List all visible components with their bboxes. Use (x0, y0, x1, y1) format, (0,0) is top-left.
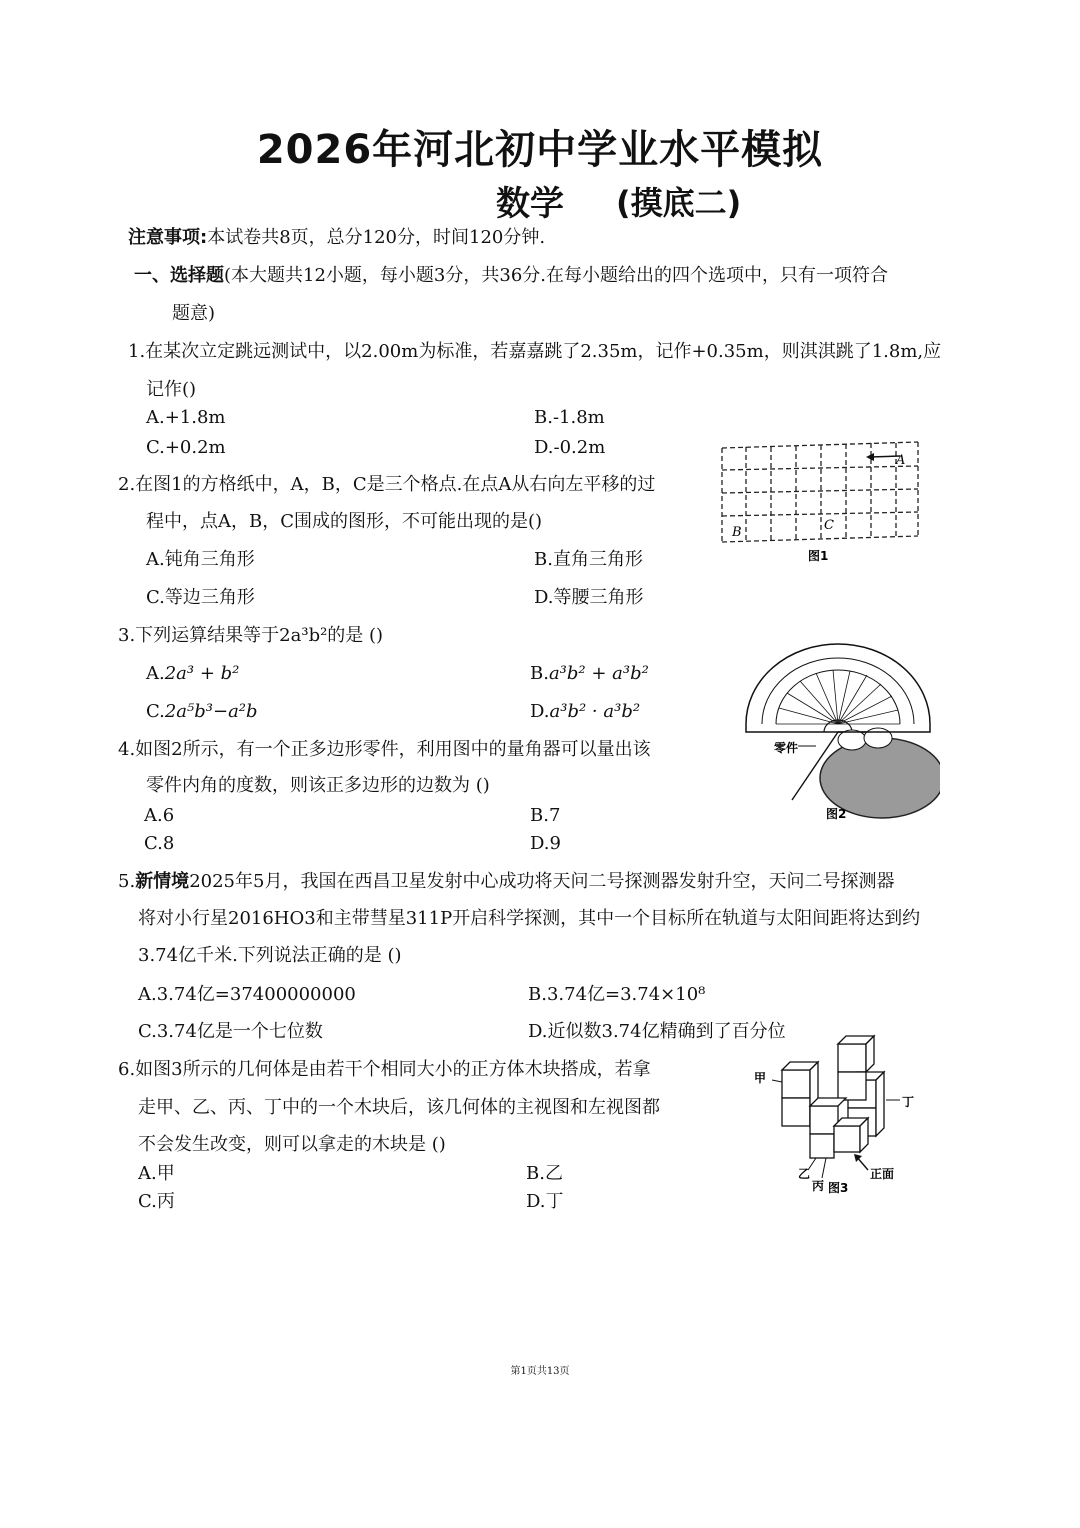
section-heading (134, 264, 888, 288)
q3-d-expr: a³b² · a³b² (549, 701, 641, 722)
fig1-label-c: C (824, 518, 834, 533)
fig3-label-ding: 丁 (902, 1095, 915, 1109)
q3-option-b (530, 662, 649, 686)
fig2-part-label: 零件 (774, 741, 799, 755)
q5-stem-2: 将对小行星2016HO3和主带彗星311P开启科学探测，其中一个目标所在轨道与太阳间距将达到约 (138, 908, 921, 929)
q6-option-d: D.丁 (526, 1191, 564, 1212)
fig3-label-jia: 甲 (754, 1071, 767, 1085)
q6-stem-3: 不会发生改变，则可以拿走的木块是 () (138, 1134, 446, 1155)
q2-option-d: D.等腰三角形 (534, 587, 644, 608)
q4-option-c: C.8 (144, 833, 175, 854)
figure-3-cubes (752, 1030, 922, 1198)
q3-c-label: C. (146, 701, 165, 722)
q5-stem-text: 2025年5月，我国在西昌卫星发射中心成功将天问二号探测器发射升空，天问二号探测器 (189, 871, 895, 892)
q1-option-c: C.+0.2m (146, 437, 226, 458)
q4-option-a: A.6 (144, 805, 175, 826)
fig3-caption: 图3 (828, 1181, 849, 1195)
q2-option-b: B.直角三角形 (534, 549, 643, 570)
q3-option-d (530, 700, 640, 724)
q5-option-b: B.3.74亿=3.74×10⁸ (528, 984, 706, 1005)
figure-1-grid (716, 436, 926, 566)
q5-option-c: C.3.74亿是一个七位数 (138, 1021, 323, 1042)
q2-stem-2: 程中，点A，B，C围成的图形，不可能出现的是() (146, 511, 543, 532)
q4-option-b: B.7 (530, 805, 561, 826)
q1-stem-2: 记作() (146, 379, 197, 400)
q5-stem-3: 3.74亿千米.下列说法正确的是 () (138, 945, 402, 966)
q6-option-b: B.乙 (526, 1163, 563, 1184)
subject-title: 数学 (496, 184, 564, 224)
section-label: 一、选择题 (134, 265, 224, 286)
q3-a-label: A. (146, 663, 165, 684)
exam-title: 2026年河北初中学业水平模拟 (256, 127, 824, 173)
section-desc-2: 题意) (172, 303, 216, 324)
fig3-label-yi: 乙 (798, 1167, 811, 1181)
q3-b-label: B. (530, 663, 549, 684)
q1-option-d: D.-0.2m (534, 437, 606, 458)
q6-stem-2: 走甲、乙、丙、丁中的一个木块后，该几何体的主视图和左视图都 (138, 1097, 660, 1118)
q3-stem: 3.下列运算结果等于2a³b²的是 () (118, 625, 384, 646)
fig1-label-a: A (896, 453, 906, 468)
fig1-caption: 图1 (808, 549, 829, 563)
q1-option-b: B.-1.8m (534, 407, 605, 428)
q2-stem: 2.在图1的方格纸中，A，B，C是三个格点.在点A从右向左平移的过 (118, 474, 656, 495)
q4-stem-2: 零件内角的度数，则该正多边形的边数为 () (146, 775, 490, 796)
fig3-label-bing: 丙 (812, 1179, 825, 1193)
q1-stem: 1.在某次立定跳远测试中，以2.00m为标准，若嘉嘉跳了2.35m，记作+0.35m，则淇淇跳了1.8m,应 (128, 341, 942, 362)
q1-option-a: A.+1.8m (146, 407, 226, 428)
q3-d-label: D. (530, 701, 550, 722)
q5-tag: 新情境 (135, 871, 190, 892)
q3-c-expr: 2a⁵b³−a²b (164, 701, 258, 722)
q5-stem (118, 870, 894, 894)
notice (128, 226, 545, 250)
q3-a-expr: 2a³ + b² (164, 663, 240, 684)
fig3-label-front: 正面 (870, 1167, 895, 1181)
q4-option-d: D.9 (530, 833, 561, 854)
q6-stem: 6.如图3所示的几何体是由若干个相同大小的正方体木块搭成，若拿 (118, 1059, 651, 1080)
q5-option-a: A.3.74亿=37400000000 (138, 984, 356, 1005)
fig2-caption: 图2 (826, 807, 847, 821)
q6-option-a: A.甲 (138, 1163, 175, 1184)
page-footer: 第1页共13页 (510, 1366, 570, 1377)
q4-stem: 4.如图2所示，有一个正多边形零件，利用图中的量角器可以量出该 (118, 739, 651, 760)
figure-2-protractor (740, 640, 940, 830)
notice-label: 注意事项: (128, 227, 208, 248)
fig1-label-b: B (732, 525, 742, 540)
q3-b-expr: a³b² + a³b² (548, 663, 649, 684)
edition-label: (摸底二) (616, 184, 742, 222)
q5-number: 5. (118, 871, 136, 892)
q5-option-d: D.近似数3.74亿精确到了百分位 (528, 1021, 786, 1042)
q2-option-a: A.钝角三角形 (146, 549, 255, 570)
q6-option-c: C.丙 (138, 1191, 175, 1212)
q3-option-a (146, 662, 239, 686)
section-desc: (本大题共12小题，每小题3分，共36分.在每小题给出的四个选项中，只有一项符合 (224, 265, 889, 286)
q3-option-c (146, 700, 258, 724)
q2-option-c: C.等边三角形 (146, 587, 255, 608)
notice-text: 本试卷共8页，总分120分，时间120分钟. (207, 227, 546, 248)
